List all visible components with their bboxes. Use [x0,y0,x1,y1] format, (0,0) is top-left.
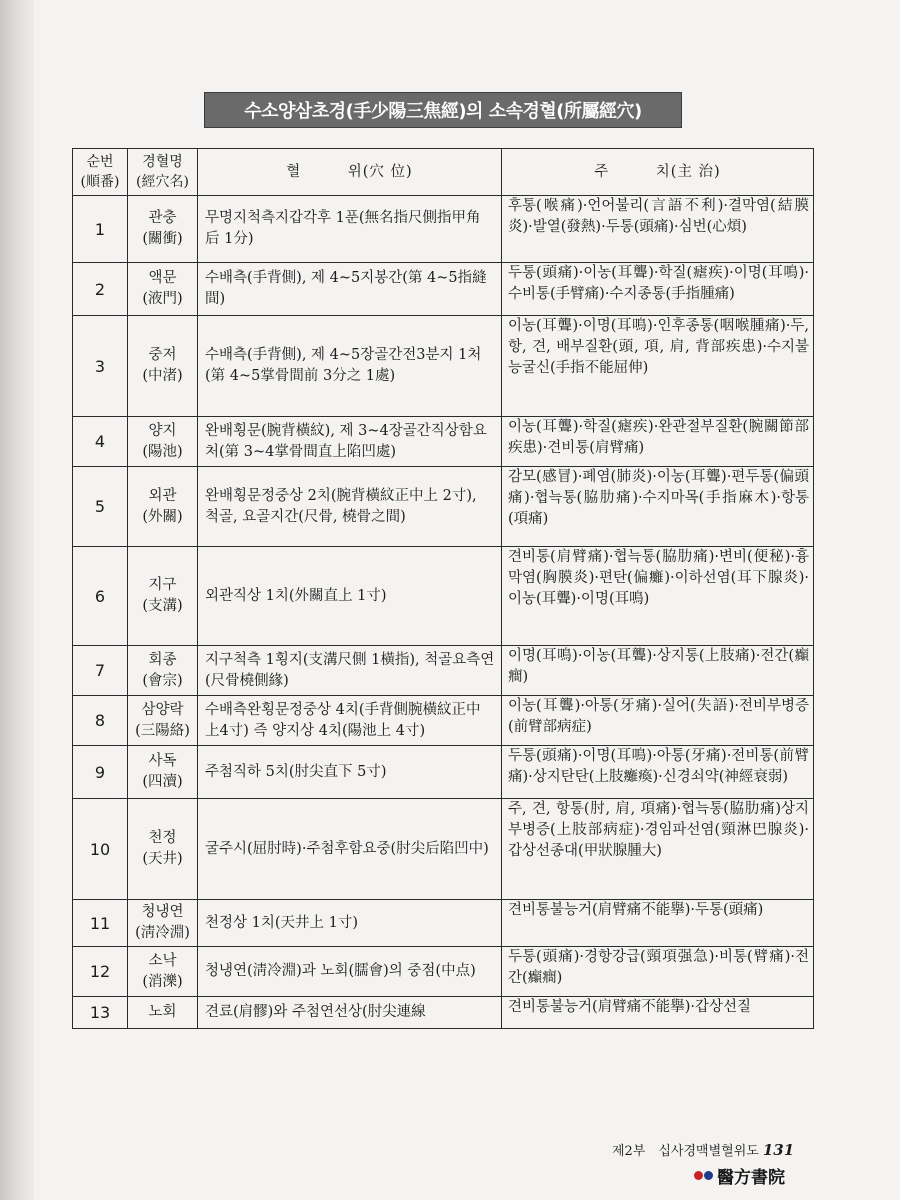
point-name-hanja: (支溝) [142,598,183,614]
point-name-hanja: (液門) [142,291,183,307]
point-treatment: 이농(耳聾)·아통(牙痛)·실어(失語)·전비부병증(前臂部病症) [502,696,814,746]
section-label: 제2부 십사경맥별혈위도 [612,1144,759,1159]
row-number: 1 [73,196,128,263]
point-name-hanja: (外關) [142,508,183,525]
point-name-korean: 삼양락 [141,701,184,718]
row-number: 8 [73,696,128,746]
table-row [73,196,814,263]
point-position: 천정상 1치(天井上 1寸) [198,900,502,947]
point-treatment: 이명(耳鳴)·이농(耳聾)·상지통(上肢痛)·전간(癲癎) [502,646,814,696]
point-name [128,746,198,799]
logo-blue-dot-icon [704,1171,713,1180]
point-name-korean: 사독 [148,753,177,769]
table-row [73,799,814,900]
point-name-hanja: (會宗) [142,672,183,689]
table-row [73,646,814,696]
header-number: 순번 (順番) [73,149,128,196]
table-row [73,997,814,1029]
point-name-hanja: (關衝) [142,231,183,247]
point-name-hanja: (中渚) [142,368,183,384]
publisher-name: 醫方書院 [717,1168,785,1188]
point-name [128,997,198,1029]
point-position: 수배측완횡문정중상 4치(手背側腕橫紋正中上4寸) 즉 양지상 4치(陽池上 4寸) [198,696,502,746]
table-row [73,263,814,316]
header-position: 혈 위(穴 位) [198,149,502,196]
table-row [73,467,814,547]
point-position: 주첨직하 5치(肘尖直下 5寸) [198,746,502,799]
point-name [128,696,198,746]
table-row [73,547,814,646]
point-name [128,467,198,547]
point-treatment: 견비통불능거(肩臂痛不能擧)·갑상선질 [502,997,814,1029]
page-title: 수소양삼초경(手少陽三焦經)의 소속경혈(所屬經穴) [204,92,682,128]
point-name-korean: 액문 [148,270,177,286]
point-position: 외관직상 1치(外關直上 1寸) [198,547,502,646]
point-position: 굴주시(屈肘時)·주첨후함요중(肘尖后陷凹中) [198,799,502,900]
page-binding-shadow [0,0,34,1200]
table-row [73,900,814,947]
row-number: 3 [73,316,128,417]
row-number: 5 [73,467,128,547]
point-name [128,900,198,947]
point-name-hanja: (天井) [142,851,183,867]
table-header-row [73,149,814,196]
point-name-korean: 지구 [148,577,177,593]
publisher-logo [694,1163,785,1188]
point-position: 수배측(手背側), 제 4~5장골간전3분지 1처(第 4~5掌骨間前 3分之 1處) [198,316,502,417]
row-number: 6 [73,547,128,646]
row-number: 4 [73,417,128,467]
row-number: 12 [73,947,128,997]
point-name-korean: 외관 [148,487,177,504]
point-name [128,196,198,263]
point-name-korean: 중저 [148,347,177,363]
logo-red-dot-icon [694,1171,703,1180]
point-name [128,316,198,417]
row-number: 11 [73,900,128,947]
point-name-korean: 관충 [148,210,177,226]
row-number: 10 [73,799,128,900]
point-name-korean: 노회 [148,1004,177,1020]
point-name-hanja: (三陽絡) [135,722,190,739]
point-position: 지구척측 1횡지(支溝尺側 1橫指), 척골요측연(尺骨橈側緣) [198,646,502,696]
table-row [73,947,814,997]
point-treatment: 두통(頭痛)·이명(耳鳴)·아통(牙痛)·전비통(前臂痛)·상지탄탄(上肢癱瘓)·신경쇠약(神經衰弱) [502,746,814,799]
row-number: 13 [73,997,128,1029]
point-name [128,547,198,646]
header-treatment: 주 치(主 治) [502,149,814,196]
page-footer [612,1140,794,1159]
table-row [73,746,814,799]
point-name [128,799,198,900]
point-position: 완배횡문(腕背橫紋), 제 3~4장골간직상함요처(第 3~4掌骨間直上陷凹處) [198,417,502,467]
point-name-hanja: (消濼) [142,973,183,990]
header-point-name: 경혈명 (經穴名) [128,149,198,196]
acupoint-table [72,148,814,1029]
point-name-korean: 청냉연 [141,904,184,920]
row-number: 7 [73,646,128,696]
point-position: 청냉연(淸冷淵)과 노회(臑會)의 중점(中点) [198,947,502,997]
point-treatment: 두통(頭痛)·이농(耳聾)·학질(瘧疾)·이명(耳鳴)·수비통(手臂痛)·수지종통(手指腫痛) [502,263,814,316]
point-name-hanja: (淸冷淵) [135,925,190,941]
point-name [128,947,198,997]
point-name [128,263,198,316]
row-number: 9 [73,746,128,799]
table-row [73,316,814,417]
point-treatment: 후통(喉痛)·언어불리(言語不利)·결막염(結膜炎)·발열(發熱)·두통(頭痛)·심번(心煩) [502,196,814,263]
page-number: 131 [762,1141,795,1159]
point-name [128,417,198,467]
point-position: 견료(肩髎)와 주첨연선상(肘尖連線 [198,997,502,1029]
point-treatment: 이농(耳聾)·학질(瘧疾)·완관절부질환(腕關節部疾患)·견비통(肩臂痛) [502,417,814,467]
point-name-hanja: (四瀆) [142,774,183,790]
point-name [128,646,198,696]
point-treatment: 견비통(肩臂痛)·협늑통(脇肋痛)·변비(便秘)·흉막염(胸膜炎)·편탄(偏癱)·이하선염(耳下腺炎)·이농(耳聾)·이명(耳鳴) [502,547,814,646]
point-name-korean: 양지 [148,422,177,439]
point-treatment: 감모(感冒)·폐염(肺炎)·이농(耳聾)·편두통(偏頭痛)·협늑통(脇肋痛)·수지마목(手指麻木)·항통(項痛) [502,467,814,547]
point-position: 수배측(手背側), 제 4~5지봉간(第 4~5指縫間) [198,263,502,316]
point-name-korean: 회종 [148,651,177,668]
point-position: 무명지척측지갑각후 1푼(無名指尺側指甲角后 1分) [198,196,502,263]
point-name-korean: 소낙 [148,952,177,969]
row-number: 2 [73,263,128,316]
point-treatment: 이농(耳聾)·이명(耳鳴)·인후종통(咽喉腫痛)·두, 항, 견, 배부질환(頭, 項, 肩, 背部疾患)·수지불능굴신(手指不能屈伸) [502,316,814,417]
point-treatment: 두통(頭痛)·경항강급(頸項强急)·비통(臂痛)·전간(癲癎) [502,947,814,997]
table-row [73,696,814,746]
point-name-korean: 천정 [148,830,177,846]
point-name-hanja: (陽池) [142,443,183,460]
point-treatment: 주, 견, 항통(肘, 肩, 項痛)·협늑통(脇肋痛)상지부병증(上肢部病症)·경임파선염(頸淋巴腺炎)·갑상선종대(甲狀腺腫大) [502,799,814,900]
point-position: 완배횡문정중상 2치(腕背橫紋正中上 2寸), 척골, 요골지간(尺骨, 橈骨之間) [198,467,502,547]
point-treatment: 견비통불능거(肩臂痛不能擧)·두통(頭痛) [502,900,814,947]
table-row [73,417,814,467]
